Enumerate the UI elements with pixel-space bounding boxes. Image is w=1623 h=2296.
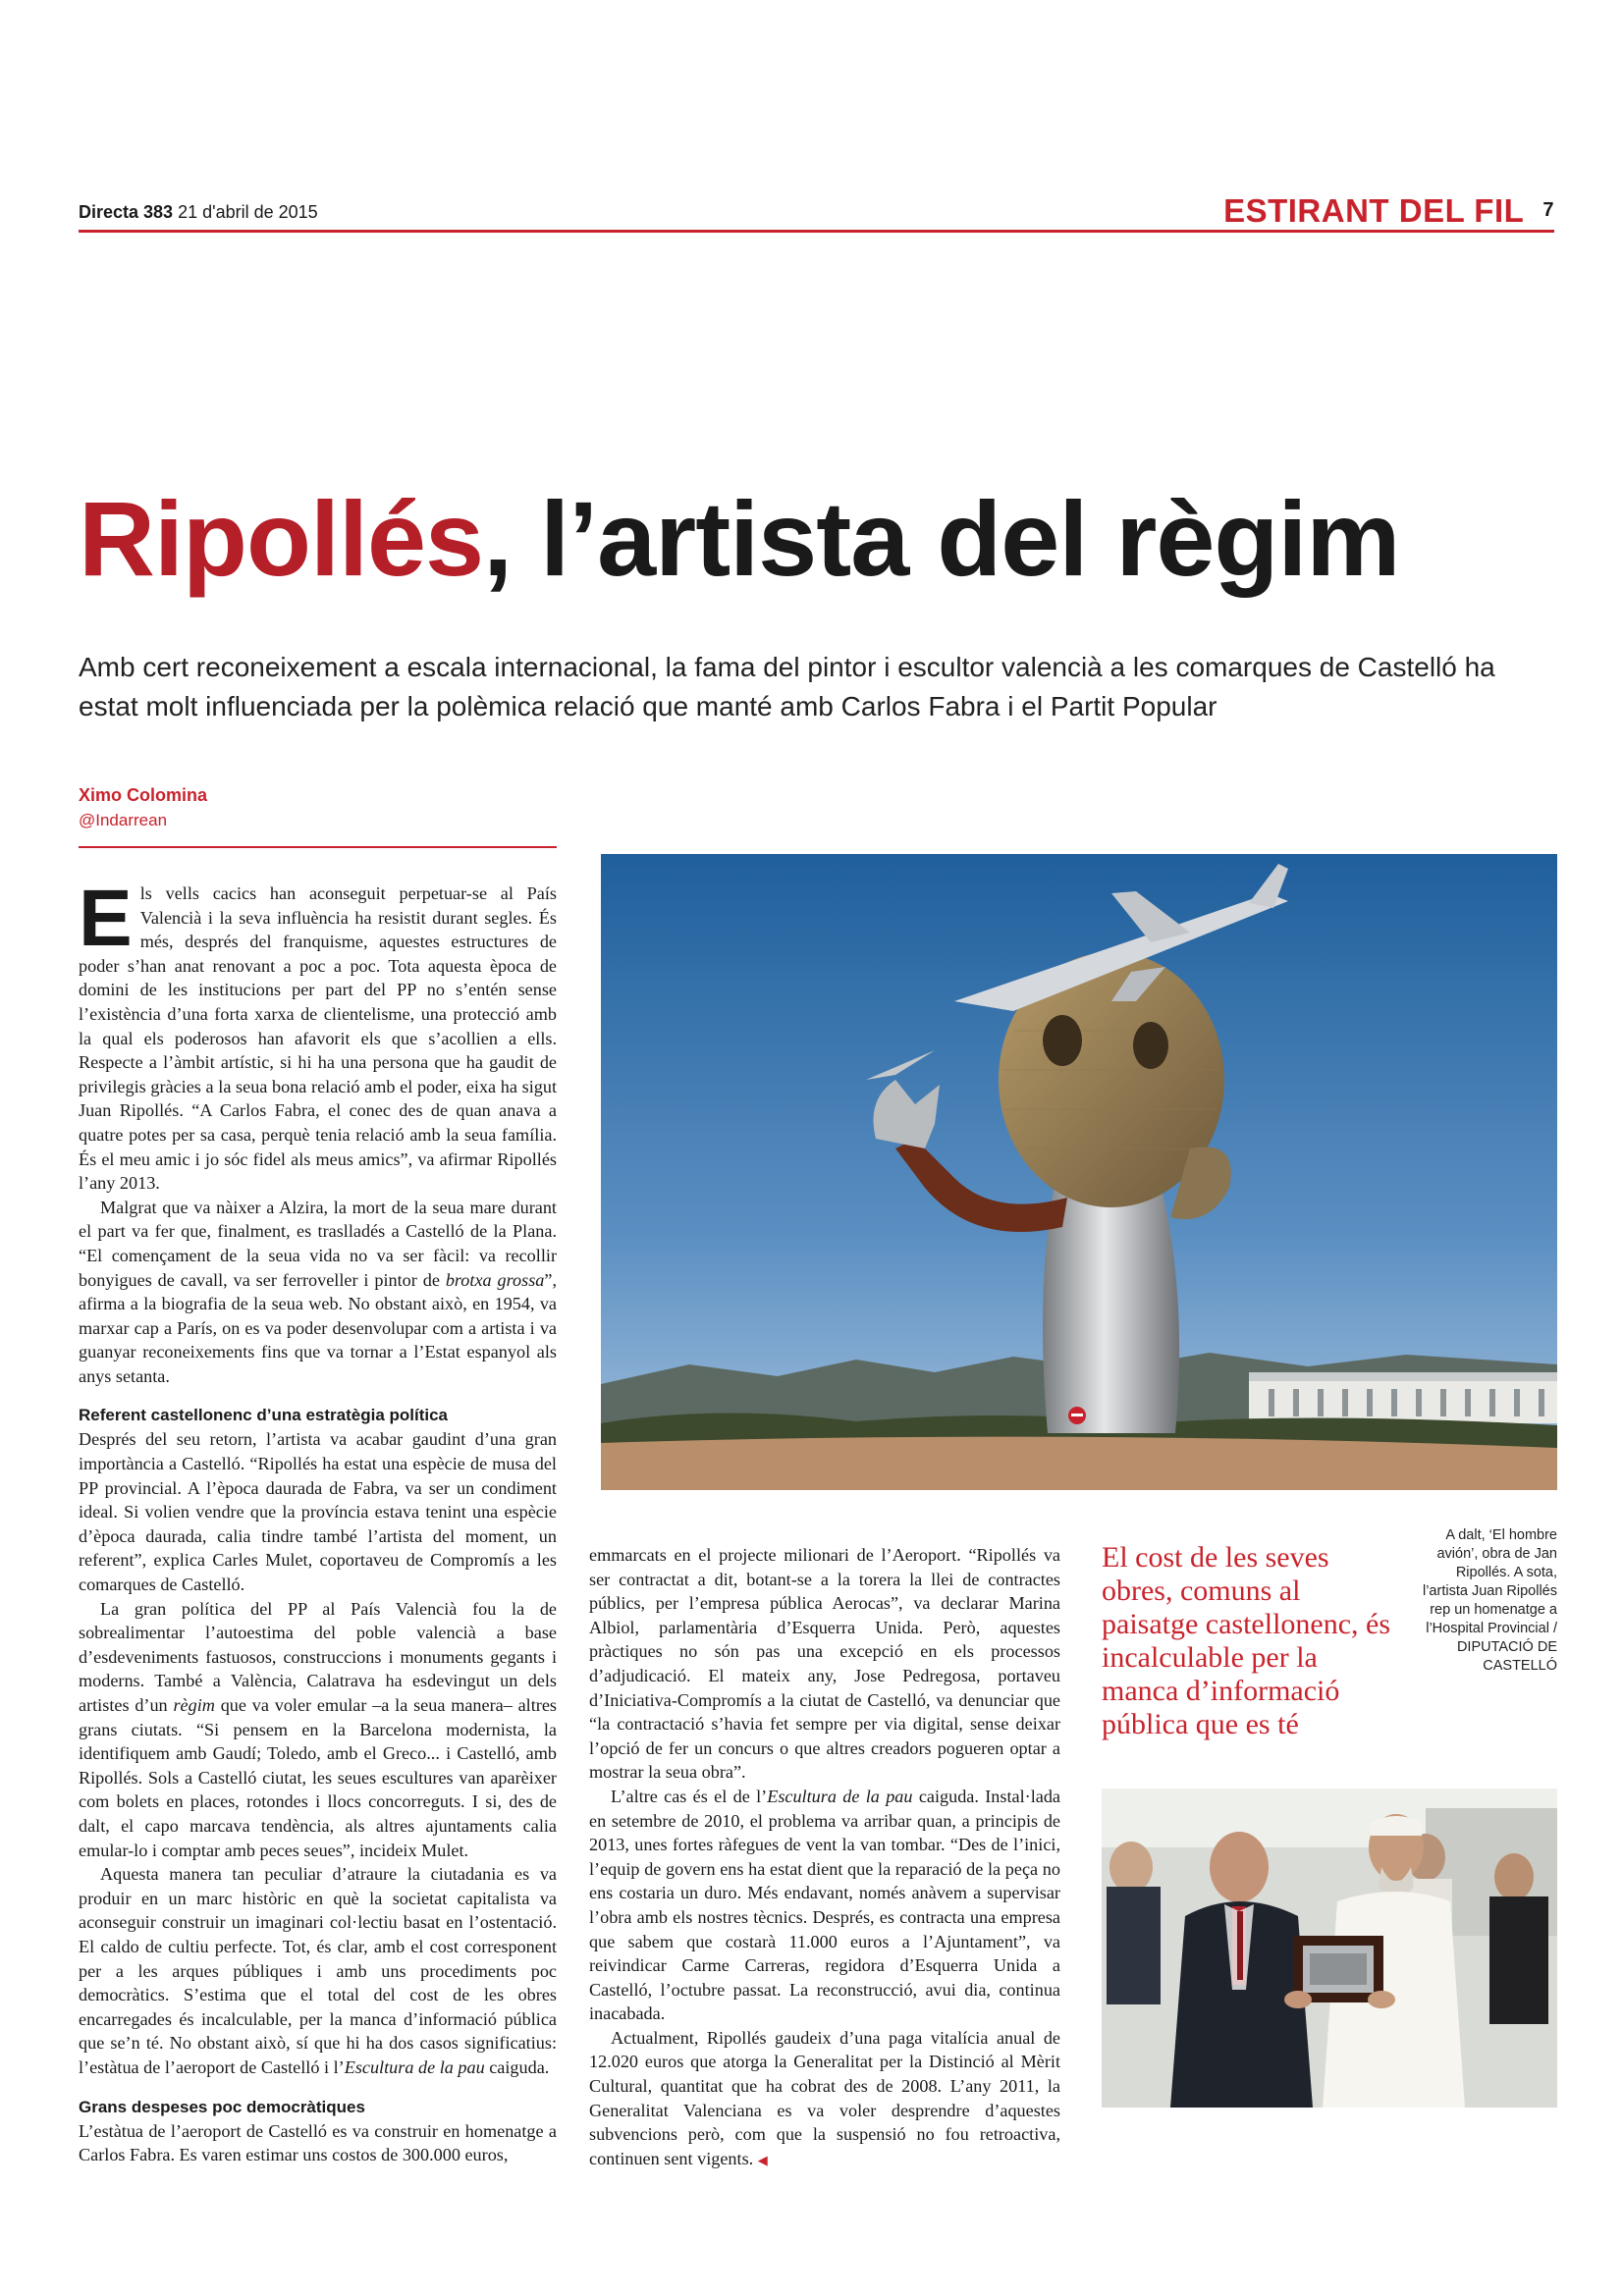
subheadline: Amb cert reconeixement a escala internacional, la fama del pintor i escultor valencià a les comarques de Castelló ha estat molt influenciada per la polèmica relació que manté amb Carlos Fabra i el Partit Popular bbox=[79, 652, 1495, 721]
award-ceremony-photo bbox=[1102, 1789, 1557, 2108]
section-heading: Referent castellonenc d’una estratègia política bbox=[79, 1406, 449, 1425]
sculpture-photo bbox=[601, 854, 1557, 1490]
paragraph: La gran política del PP al País Valencià fou la de sobrealimentar l’autoestima del poble valencià a base d’esdeveniments fastuosos, construccions i monuments gegants i moderns. També a València, Calatrava ha esdevingut un dels artistes d’un règim que va voler emular –a la seua manera– altres grans ciutats. “Si pensem en la Barcelona modernista, la identifiquem amb Gaudí; Toledo, amb el Greco... i Castelló, amb Ripollés. Sols a Castelló ciutat, les seues escultures van aparèixer com bolets en places, rotondes i llocs concorreguts. I si, des de dalt, el capo marcava tendència, als altres ajuntaments calia emular-lo i comptar amb peces seues”, incideix Mulet. bbox=[79, 1598, 557, 1860]
headline bbox=[79, 479, 1400, 598]
drop-cap: E bbox=[79, 874, 133, 963]
photo-caption: A dalt, ‘El hombre avión’, obra de Jan Ripollés. A sota, l’artista Juan Ripollés rep un homenatge a l’Hospital Provincial / DIPUTACIÓ DE CASTELLÓ bbox=[1422, 1527, 1557, 1674]
paragraph: L’altre cas és el de l’Escultura de la pau caiguda. Instal·lada en setembre de 2010, el problema va arribar quan, a principis de 2013, unes fortes ràfegues de vent la van tombar. “Des de l’inici, l’equip de govern ens ha estat dient que la reparació de la peça no ens costaria un duro. Més endavant, només anàvem a supervisar l’obra amb els nostres tècnics. Després, es contracta una empresa que sabem que costarà 11.000 euros a l’Ajuntament”, va reivindicar Carme Carreras, regidora d’Esquerra Unida a Castelló, l’octubre passat. La reconstrucció, avui dia, continua inacabada. bbox=[589, 1786, 1061, 2024]
section-title bbox=[1223, 192, 1554, 230]
paragraph: emmarcats en el projecte milionari de l’Aeroport. “Ripollés va ser contractat a dit, botant-se a la torera la llei de contractes públics, per l’empresa pública Aerocas”, va declarar Marina Albiol, parlamentària d’Esquerra Unida. Però, aquestes pràctiques no són pas una excepció en els processos d’adjudicació. El mateix any, Jose Pedregosa, portaveu d’Iniciativa-Compromís a la ciutat de Castelló, va denunciar que “la contractació s’havia fet sempre per via digital, sense deixar l’opció de fer un concurs o que altres creadors pogueren optar a mostrar la seua obra”. bbox=[589, 1545, 1060, 1783]
article-column-1 bbox=[79, 874, 557, 2167]
publication-name: Directa 383 bbox=[79, 202, 174, 222]
end-mark-icon: ◀ bbox=[757, 2152, 768, 2167]
headline-highlight: Ripollés bbox=[79, 479, 484, 598]
issue-date: 21 d'abril de 2015 bbox=[178, 202, 318, 222]
byline-rule bbox=[79, 846, 557, 848]
section-name: ESTIRANT DEL FIL bbox=[1223, 192, 1524, 229]
author-handle[interactable]: @Indarrean bbox=[79, 811, 168, 829]
paragraph: Actualment, Ripollés gaudeix d’una paga vitalícia anual de 12.020 euros que atorga la Generalitat per la Distinció al Mèrit Cultural, quantitat que ha cobrat des de 2008. L’any 2011, la Generalitat Valenciana es va voler desprendre d’aquestes subvencions però, com que la suspensió no fou retroactiva, continuen sent vigents. ◀ bbox=[589, 2027, 1060, 2168]
paragraph: Aquesta manera tan peculiar d’atraure la ciutadania es va produir en un marc històric en què la societat capitalista va aconseguir construir un imaginari col·lectiu basat en l’ostentació. El caldo de cultiu perfecte. Tot, és clar, amb el cost corresponent per a les arques públiques i amb uns procediments poc democràtics. S’estima que el total del cost de les obres encarregades és incalculable, per la manca d’informació pública que se’n té. No obstant això, sí que hi ha dos casos significatius: l’estàtua de l’aeroport de Castelló i l’Escultura de la pau caiguda. bbox=[79, 1864, 557, 2077]
paragraph: Després del seu retorn, l’artista va acabar gaudint d’una gran importància a Castelló. “Ripollés ha estat una espècie de musa del PP provincial. A l’època daurada de Fabra, va ser un condiment ideal. Si volien vendre que la província estava tenint una espècie d’època daurada, calia tindre també l’artista del moment, un referent”, explica Carles Mulet, coportaveu de Compromís a les comarques de Castelló. bbox=[79, 1429, 557, 1595]
pull-quote: El cost de les seves obres, comuns al paisatge castellonenc, és incalculable per la manca d’informació pública que es té bbox=[1102, 1541, 1391, 1740]
paragraph: L’estàtua de l’aeroport de Castelló es va construir en homenatge a Carlos Fabra. Es varen estimar uns costos de 300.000 euros, bbox=[79, 2120, 557, 2165]
header-rule bbox=[79, 230, 1554, 233]
article-column-2 bbox=[589, 1543, 1060, 2172]
section-heading: Grans despeses poc democràtiques bbox=[79, 2097, 365, 2116]
running-header bbox=[79, 202, 318, 223]
author-name: Ximo Colomina bbox=[79, 785, 208, 805]
headline-rest: , l’artista del règim bbox=[483, 479, 1400, 598]
paragraph: Els vells cacics han aconseguit perpetuar-se al País Valencià i la seva influència ha resistit durant segles. És més, després del franquisme, aquestes estructures de poder s’han anat renovant a poc a poc. Tota aquesta època de domini de les institucions per part del PP no s’entén sense l’existència d’una forta xarxa de clientelisme, una protecció amb la qual els poderosos han afavorit els que s’acollien a ells. Respecte a l’àmbit artístic, si hi ha una persona que ha gaudit de privilegis gràcies a la seua bona relació amb el poder, eixa ha sigut Juan Ripollés. “A Carlos Fabra, el conec des de quan anava a quatre potes per sa casa, perquè tenia relació amb la seua família. És el meu amic i jo sóc fidel als meus amics”, va afirmar Ripollés l’any 2013. bbox=[79, 874, 557, 1194]
paragraph: Malgrat que va nàixer a Alzira, la mort de la seua mare durant el part va fer que, finalment, es traslladés a Castelló de la Plana. “El començament de la seua vida no va ser fàcil: va recollir bonyigues de cavall, va ser ferroveller i pintor de brotxa grossa”, afirma a la biografia de la seua web. No obstant això, en 1954, va marxar cap a París, on es va poder desenvolupar com a artista i va guanyar reconeixements fins que va tornar a l’Estat espanyol als anys setanta. bbox=[79, 1197, 557, 1386]
page-number: 7 bbox=[1542, 199, 1554, 221]
